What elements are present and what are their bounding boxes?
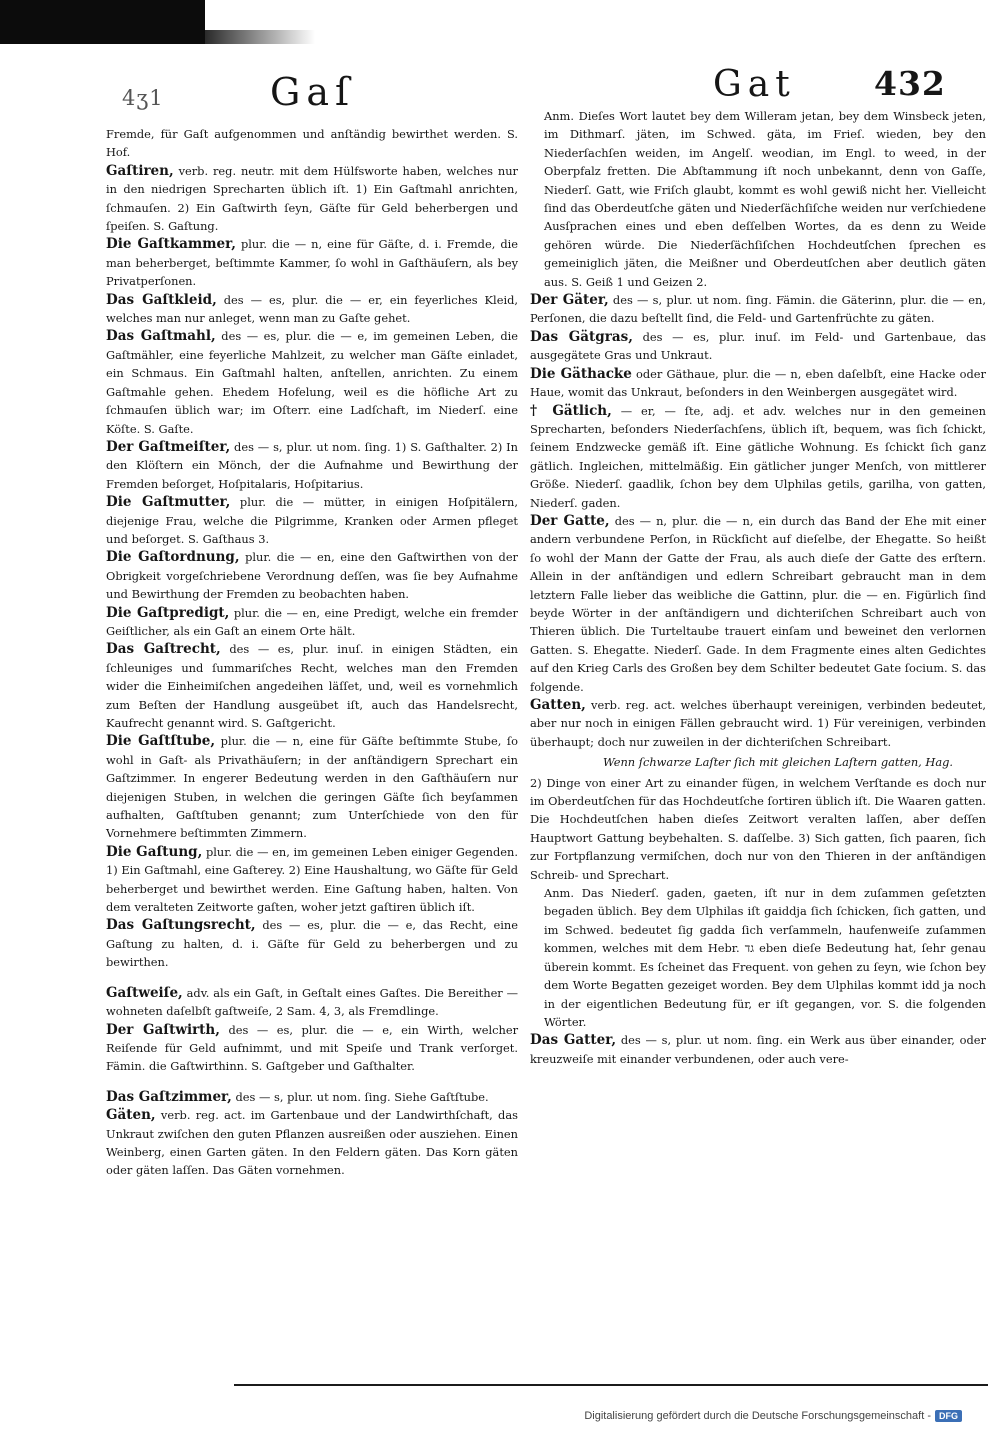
entry-text: Anm. Das Niederſ. gaden, gaeten, iſt nur in dem zuſammen geſetzten begaden üblich. Bey dem Ulphilas iſt gaiddja ſich ſchicken, ſich gatten, und im Schwed. bedeutet ſig gadda ſich verſammeln, haufenweiſe zuſammen kommen, welches mit dem Hebr. גד eben dieſe Bedeutung hat, ſehr genau überein kommt. Es ſcheinet das Frequent. von gehen zu ſeyn, wie ſchon bey dem Worte Begatten gezeiget worden. Bey dem Ulphilas kommt idd ja noch in der eigentlichen Bedeutung für, er iſt gegangen, vor. S. die folgenden Wörter. (544, 886, 987, 1029)
dictionary-entry (106, 548, 518, 603)
entry-text: des — es, plur. inuſ. in einigen Städten, ein ſchleuniges und ſummariſches Recht, welches man den Fremden wider die Einheimiſchen angedeihen läſſet, und, weil es vornehmlich zum Beſten der Handlung ausgeübet iſt, auch das Handelsrecht, Kaufrecht genannt wird. S. Gaſtgericht. (106, 642, 519, 730)
dictionary-entry (106, 291, 518, 328)
entry-text: des — es, plur. inuſ. im Feld- und Gartenbaue, das ausgegätete Gras und Unkraut. (530, 329, 987, 363)
dictionary-entry (106, 843, 518, 917)
entry-text: des — es, plur. die — er, ein feyerliches Kleid, welches man nur anleget, wenn man zu Gaſte gehet. (106, 292, 518, 326)
dictionary-entry (530, 291, 986, 328)
entry-headword: Das Gaſtrecht, (106, 641, 221, 658)
entry-headword: Der Gaſtwirth, (106, 1021, 220, 1038)
dictionary-entry (106, 1021, 518, 1076)
entry-headword: Der Gaſtmeiſter, (106, 438, 231, 455)
dictionary-entry (106, 327, 518, 437)
dictionary-entry (106, 640, 518, 732)
entry-text: adv. als ein Gaſt, in Geſtalt eines Gaſtes. Die Bereither — wohneten daſelbſt gaſtweiſe, 2 Sam. 4, 3, als Fremdlinge. (106, 985, 518, 1019)
left-column (106, 125, 518, 1180)
entry-continuation (106, 125, 518, 162)
entry-continuation (530, 107, 986, 291)
entry-text: plur. die — mütter, in einigen Hoſpitälern, diejenige Frau, welche die Pilgrimme, Kranken oder Armen pfleget und beſorget. S. Gaſthaus 3. (106, 495, 519, 546)
entry-continuation (530, 884, 986, 1031)
dictionary-entry (106, 984, 518, 1021)
entry-text: des — n, plur. die — n, ein durch das Band der Ehe mit einer andern verbundene Perſon, in Rückſicht auf dieſelbe, der Ehegatte. So heißt ſo wohl der Mann der Gatte der Frau, als auch dieſe der Gatte des erſtern. Allein in der anſtändigen und edlern Schreibart gebraucht man in dem letztern Falle lieber das weibliche die Gattinn, plur. die — en. Figürlich ſind beyde Wörter in der anſtändigern und dichteriſchen Schreibart auch von Thieren üblich. Die Turteltaube trauert einſam und beweinet den verlornen Gatten. S. Ehegatte. Niederſ. Gade. In dem Fragmente eines alten Gedichtes auf den Krieg Carls des Großen bey dem Schilter bedeutet Gate ſocium. S. das folgende. (530, 513, 987, 694)
entry-text: des — s, plur. ut nom. ſing. Fämin. die Gäterinn, plur. die — en, Perſonen, die dazu beſtellt ſind, die Feld- und Gartenfrüchte zu gäten. (530, 293, 986, 326)
entry-text: plur. die — en, eine Predigt, welche ein fremder Geiſtlicher, als ein Gaſt an einem Orte hält. (106, 605, 518, 638)
entry-headword: Gaſtweiſe, (106, 984, 183, 1001)
dictionary-entry (530, 696, 986, 751)
dictionary-entry (106, 732, 518, 842)
entry-text: plur. die — n, eine für Gäſte, d. i. Fremde, die man beherberget, beſtimmte Kammer, ſo wohl in Gaſthäuſern, als bey Privatperſonen. (106, 237, 518, 289)
entry-text: des — s, plur. ut nom. ſing. ein Werk aus über einander, oder kreuzweiſe mit einander verbundenen, oder auch vere- (530, 1033, 986, 1066)
dictionary-entry (106, 916, 518, 971)
entry-headword: Das Gaſtungsrecht, (106, 917, 256, 934)
entry-text: 2) Dinge von einer Art zu einander fügen, in welchem Verſtande es doch nur im Oberdeutſchen für das Hochdeutſche ſortiren üblich iſt. Die Waaren gatten. Die Hochdeutſchen haben dieſes Zeitwort veralten laſſen, aber deſſen Hauptwort Gattung beybehalten. S. daſſelbe. 3) Sich gatten, ſich paaren, ſich zur Fortpflanzung vermiſchen, doch nur von den Thieren in der anſtändigen Schreib- und Sprechart. (530, 775, 986, 882)
entry-headword: Der Gatte, (530, 512, 610, 529)
entry-headword: Die Gaſtpredigt, (106, 604, 230, 621)
dictionary-entry (530, 328, 986, 365)
scan-border-fade (205, 30, 315, 44)
entry-headword: † Gätlich, (530, 402, 612, 419)
dictionary-entry (106, 235, 518, 290)
entry-text: plur. die — n, eine für Gäſte beſtimmte Stube, ſo wohl in Gaſt- als Privathäuſern; in der anſtändigern Sprechart ein Gaſtzimmer. In engerer Bedeutung werden in den Gaſthäuſern nur diejenigen Stuben, in welchen die geringen Gäſte ſich beyſammen aufhalten, Gaſtſtuben genannt; zum Unterſchiede von den für Vornehmere beſtimmten Zimmern. (106, 734, 519, 841)
entry-text: verb. reg. neutr. mit dem Hülfsworte haben, welches nur in den niedrigen Sprecharten üblich iſt. 1) Ein Gaſtmahl anrichten, ſchmauſen. 2) Ein Gaſtwirth ſeyn, Gäſte für Geld beherbergen und ſpeiſen. S. Gaſtung. (106, 163, 518, 234)
dictionary-entry (106, 162, 518, 236)
dictionary-entry (106, 1088, 518, 1106)
dictionary-entry (530, 1031, 986, 1068)
dictionary-entry (106, 604, 518, 641)
entry-text: verb. reg. act. im Gartenbaue und der Landwirthſchaft, das Unkraut zwiſchen den guten Pflanzen ausreißen oder ausziehen. Einen Weinberg, einen Garten gäten. In den Feldern gäten. Das Korn gäten oder gäten laſſen. Das Gäten vornehmen. (106, 1108, 518, 1178)
left-guide-word: Gaſ (270, 70, 356, 114)
dfg-logo: DFG (935, 1410, 962, 1422)
entry-text: verb. reg. act. welches überhaupt vereinigen, verbinden bedeutet, aber nur noch in einigen Fällen gebraucht wird. 1) Für vereinigen, verbinden überhaupt; doch nur zuweilen in der dichteriſchen Schreibart. (530, 698, 987, 749)
dictionary-entry (530, 402, 986, 512)
entry-headword: Der Gäter, (530, 292, 609, 309)
entry-text: plur. die — en, im gemeinen Leben einiger Gegenden. 1) Ein Gaſtmahl, eine Gaſterey. 2) Eine Haushaltung, wo Gäſte für Geld beherberget und bewirthet werden. Eine Gaſtung haben, halten. Von dem veralteten Zeitworte gaſten, woher jetzt gaſtiren üblich iſt. (106, 844, 519, 915)
entry-headword: Gatten, (530, 697, 586, 713)
entry-text: plur. die — en, eine den Gaſtwirthen von der Obrigkeit vorgeſchriebene Verordnung deſſen, was ſie bey Aufnahme und Bewirthung der Fremden zu beobachten haben. (106, 550, 518, 602)
left-page-number: 4ʒ1 (122, 86, 164, 110)
entry-text: des — es, plur. die — e, das Recht, eine Gaſtung zu halten, d. i. Gäſte für Geld zu beherbergen und zu bewirthen. (106, 918, 518, 970)
entry-headword: Die Gaſtſtube, (106, 733, 216, 750)
entry-headword: Das Gätgras, (530, 328, 633, 345)
entry-headword: Das Gaſtzimmer, (106, 1088, 232, 1105)
bottom-rule (234, 1384, 988, 1386)
entry-headword: Das Gaſtmahl, (106, 328, 216, 345)
right-column (530, 107, 986, 1068)
right-guide-word: Gat (713, 64, 796, 105)
entry-headword: Die Gaſtordnung, (106, 549, 240, 566)
verse-quote: Wenn ſchwarze Laſter ſich mit gleichen Laſtern gatten, Hag. (602, 755, 954, 770)
dictionary-entry (530, 512, 986, 696)
dictionary-entry (106, 493, 518, 548)
entry-headword: Das Gaſtkleid, (106, 291, 217, 308)
footer-text: Digitalisierung gefördert durch die Deutsche Forschungsgemeinschaft - (584, 1410, 931, 1422)
scan-border (0, 0, 205, 44)
entry-text: Fremde, für Gaſt aufgenommen und anſtändig bewirthet werden. S. Hof. (106, 127, 518, 160)
entry-headword: Das Gatter, (530, 1032, 617, 1049)
entry-headword: Die Gaſtmutter, (106, 494, 231, 511)
dictionary-entry (106, 1106, 518, 1180)
entry-headword: Die Gaſtung, (106, 843, 203, 860)
entry-text: Anm. Dieſes Wort lautet bey dem Willeram jetan, bey dem Winsbeck jeten, im Dithmarſ. jäten, im Schwed. gäta, im Frieſ. wieden, bey den Niederſachſen weiden, im Angelſ. weodian, im Engl. to weed, in der Oberpfalz fretten. Die Abſtammung iſt noch unbekannt, denn von Gaſſe, Niederſ. Gatt, wie Friſch glaubt, kommt es wohl gewiß nicht her. Vielleicht ſind das Oberdeutſche gäten und Niederſächſiſche weiden nur verſchiedene Ausſprachen eines und eben deſſelben Wortes, da es denn zu Weide gehören würde. Die Niederſächſiſchen Hochdeutſchen ſprechen es gemeiniglich jäten, die Meißner und Oberdeutſchen aber deutlich gäten aus. S. Geiß 1 und Geizen 2. (544, 109, 986, 289)
entry-text: des — s, plur. ut nom. ſing. 1) S. Gaſthalter. 2) In den Klöſtern ein Mönch, der die Aufnahme und Bewirthung der Fremden beſorget, Hoſpitalaris, Hoſpitarius. (106, 439, 518, 491)
entry-text: des — es, plur. die — e, im gemeinen Leben, die Gaſtmähler, eine feyerliche Mahlzeit, zu welcher man Gäſte einladet, ein Schmaus. Ein Gaſtmahl halten, anſtellen, anrichten. Zu einem Gaſtmahle gehen. Ehedem Hofelung, weil es die höfliche Art zu ſchmauſen üblich war; im Oſterr. eine Ladſchaft, im Niederſ. eine Köſte. S. Gaſte. (106, 329, 519, 436)
entry-headword: Die Gaſtkammer, (106, 236, 236, 253)
entry-headword: Gaſtiren, (106, 162, 174, 179)
entry-text: — er, — ſte, adj. et adv. welches nur in den gemeinen Sprecharten, beſonders Niederſachſens, üblich iſt, bequem, was ſich ſchickt, ſeinem Endzwecke gemäß iſt. Eine gätliche Wohnung. Es ſchickt ſich ganz gätlich. Ingleichen, mittelmäßig. Ein gätlicher junger Menſch, von mittlerer Größe. Niederſ. gaadlik, ſchon bey dem Ulphilas getils, garilha, von gatten, Niederſ. gaden. (530, 403, 986, 510)
entry-headword: Die Gäthacke (530, 365, 632, 382)
entry-text: oder Gäthaue, plur. die — n, eben daſelbſt, eine Hacke oder Haue, womit das Unkraut, beſonders in den Weinbergen ausgegätet wird. (530, 366, 986, 400)
entry-text: des — es, plur. die — e, ein Wirth, welcher Reiſende für Geld aufnimmt, und mit Speiſe und Trank verſorget. Fämin. die Gaſtwirthinn. S. Gaſtgeber und Gaſthalter. (106, 1022, 519, 1074)
funding-footer (584, 1410, 962, 1422)
entry-continuation (530, 774, 986, 884)
dictionary-entry (106, 438, 518, 493)
dictionary-entry (530, 365, 986, 402)
entry-headword: Gäten, (106, 1107, 156, 1124)
entry-text: des — s, plur. ut nom. ſing. Siehe Gaſtſtube. (235, 1089, 489, 1104)
right-page-number: 432 (874, 64, 946, 103)
